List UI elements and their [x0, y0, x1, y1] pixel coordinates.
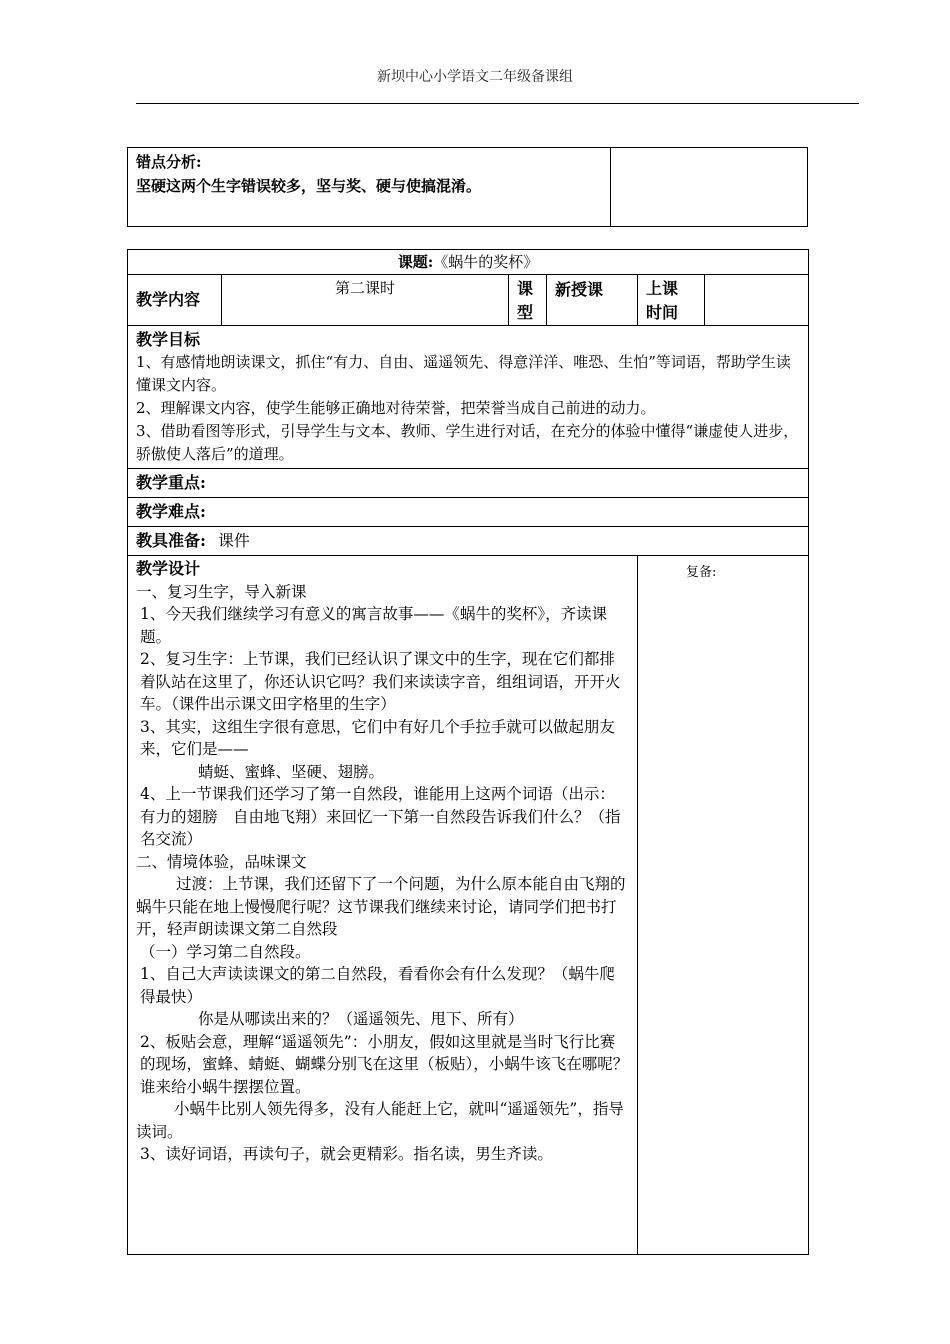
design-line: （一）学习第二自然段。 — [140, 942, 311, 961]
design-line: 你是从哪读出来的？（遥遥领先、甩下、所有） — [198, 1010, 524, 1028]
error-analysis-label: 错点分析: — [136, 153, 202, 171]
time-label — [638, 275, 705, 326]
type-label-line-1: 课 — [517, 279, 534, 298]
design-line: 蜻蜓、蜜蜂、坚硬、翅膀。 — [198, 762, 385, 781]
content-label: 教学内容 — [128, 275, 222, 326]
design-line: 一、复习生字，导入新课 — [136, 582, 307, 601]
error-analysis-table — [127, 147, 808, 227]
time-label-line-2: 时间 — [646, 303, 679, 322]
header-divider — [136, 103, 859, 104]
design-line: 1、今天我们继续学习有意义的寓言故事——《蜗牛的奖杯》，齐读课题。 — [140, 605, 608, 646]
goals-cell — [128, 326, 809, 469]
error-analysis-side-cell — [611, 148, 808, 227]
design-line: 1、自己大声读读课文的第二自然段，看看你会有什么发现？（蜗牛爬得最快） — [140, 965, 615, 1006]
design-line: 二、情境体验，品味课文 — [136, 852, 307, 871]
page-header: 新坝中心小学语文二年级备课组 — [377, 69, 573, 85]
type-label — [509, 275, 547, 326]
review-cell — [638, 556, 809, 1255]
goal-item: 1、有感情地朗读课文，抓住“有力、自由、遥遥领先、得意洋洋、唯恐、生怕”等词语，帮助学生读懂课文内容。 — [136, 353, 791, 394]
design-line: 3、读好词语，再读句子，就会更精彩。指名读，男生齐读。 — [140, 1145, 553, 1163]
design-line: 小蜗牛比别人领先得多，没有人能赶上它，就叫“遥遥领先”，指导读词。 — [136, 1100, 624, 1141]
type-label-line-2: 型 — [517, 303, 534, 322]
error-analysis-cell — [128, 148, 611, 227]
materials-label: 教具准备: — [136, 531, 206, 550]
key-points-label: 教学重点: — [128, 469, 809, 498]
type-value: 新授课 — [547, 275, 638, 326]
design-line: 2、复习生字：上节课，我们已经认识了课文中的生字，现在它们都排着队站在这里了，你还认识它吗？我们来读读字音，组组词语，开开火车。（课件出示课文田字格里的生字） — [140, 650, 621, 713]
lesson-plan-table — [127, 249, 809, 1255]
review-label: 复备: — [686, 565, 717, 580]
error-analysis-text: 坚硬这两个生字错误较多，坚与奖、硬与使搞混淆。 — [136, 177, 482, 195]
topic-cell — [128, 250, 809, 275]
design-line: 3、其实，这组生字很有意思，它们中有好几个手拉手就可以做起朋友来，它们是—— — [140, 717, 615, 758]
difficulties-label: 教学难点: — [128, 498, 809, 527]
goals-label: 教学目标 — [136, 330, 201, 349]
design-line: 4、上一节课我们还学习了第一自然段，谁能用上这两个词语（出示：有力的翅膀 自由地飞翔）来回忆一下第一自然段告诉我们什么？（指名交流） — [140, 785, 621, 848]
design-line: 2、板贴会意，理解“遥遥领先”：小朋友，假如这里就是当时飞行比赛的现场，蜜蜂、蜻蜓、蝴蝶分别飞在这里（板贴），小蜗牛该飞在哪呢？谁来给小蜗牛摆摆位置。 — [140, 1032, 629, 1096]
design-label: 教学设计 — [136, 559, 201, 578]
materials-value: 课件 — [217, 531, 250, 550]
time-value — [705, 275, 809, 326]
topic-value: 《蜗牛的奖杯》 — [433, 253, 539, 271]
topic-label: 课题: — [397, 253, 434, 271]
materials-cell — [128, 527, 809, 556]
design-cell — [128, 556, 638, 1255]
time-label-line-1: 上课 — [646, 279, 679, 298]
goal-item: 2、理解课文内容，使学生能够正确地对待荣誉，把荣誉当成自己前进的动力。 — [136, 399, 656, 417]
goal-item: 3、借助看图等形式，引导学生与文本、教师、学生进行对话，在充分的体验中懂得“谦虚使人进步，骄傲使人落后”的道理。 — [136, 422, 799, 463]
design-line: 过渡：上节课，我们还留下了一个问题，为什么原本能自由飞翔的蜗牛只能在地上慢慢爬行呢？这节课我们继续来讨论，请同学们把书打开，轻声朗读课文第二自然段 — [136, 875, 626, 938]
period-value: 第二课时 — [222, 275, 509, 326]
